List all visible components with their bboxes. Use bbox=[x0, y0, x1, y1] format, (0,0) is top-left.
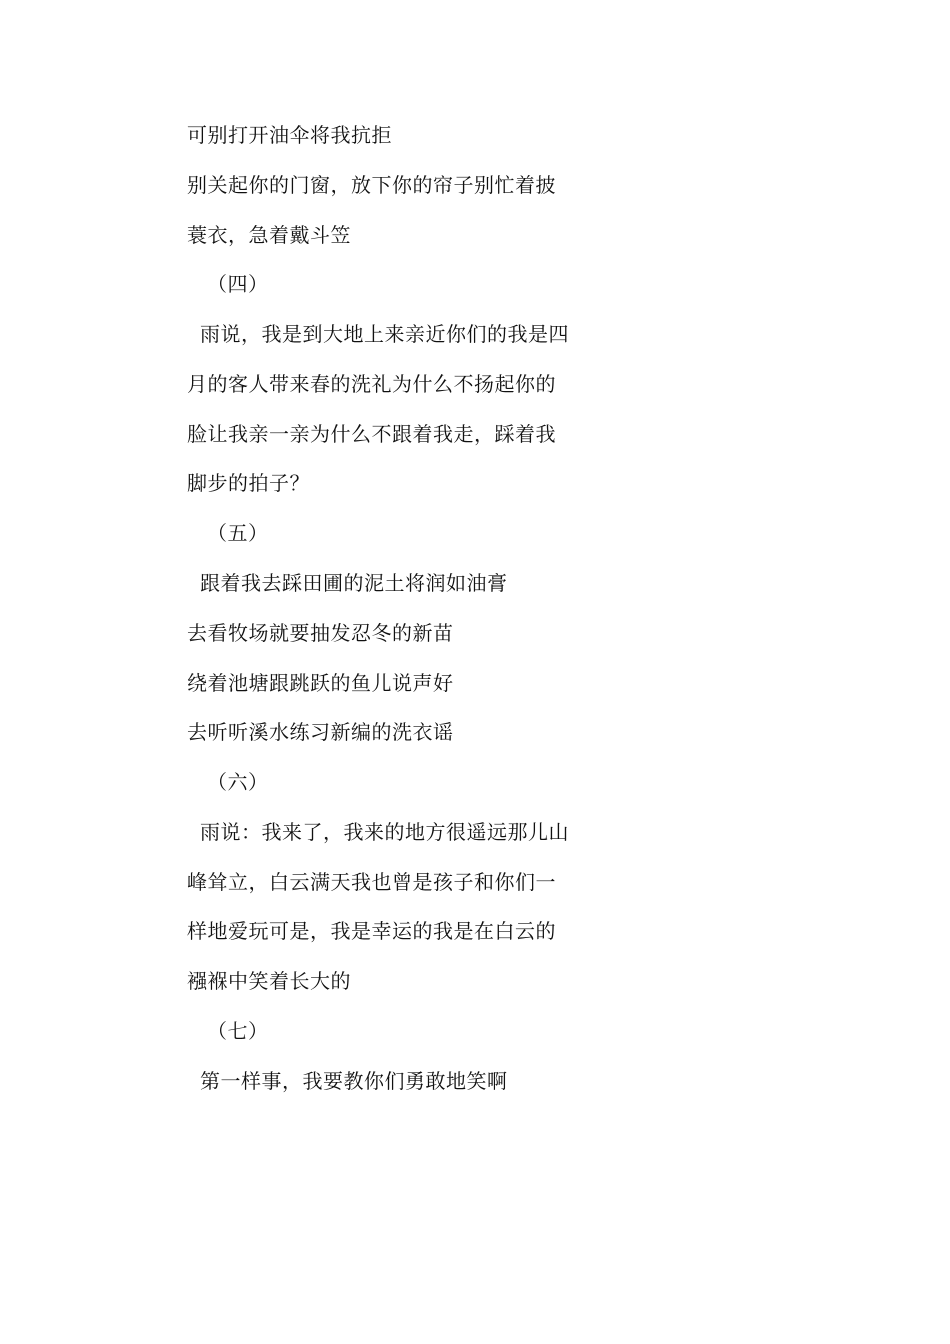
text-line: 跟着我去踩田圃的泥土将润如油膏 bbox=[200, 571, 508, 595]
text-line: 可别打开油伞将我抗拒 bbox=[187, 123, 392, 147]
text-line: 襁褓中笑着长大的 bbox=[187, 969, 351, 993]
text-line: 第一样事，我要教你们勇敢地笑啊 bbox=[200, 1069, 508, 1093]
section-heading: （六） bbox=[207, 770, 269, 794]
text-line: 去看牧场就要抽发忍冬的新苗 bbox=[187, 621, 454, 645]
section-heading: （四） bbox=[207, 272, 269, 296]
text-line: 雨说：我来了，我来的地方很遥远那儿山 bbox=[200, 820, 569, 844]
text-line: 脸让我亲一亲为什么不跟着我走，踩着我 bbox=[187, 422, 556, 446]
section-heading: （五） bbox=[207, 521, 269, 545]
text-line: 样地爱玩可是，我是幸运的我是在白云的 bbox=[187, 919, 556, 943]
text-line: 雨说，我是到大地上来亲近你们的我是四 bbox=[200, 322, 569, 346]
text-line: 蓑衣，急着戴斗笠 bbox=[187, 223, 351, 247]
text-line: 脚步的拍子？ bbox=[187, 471, 310, 495]
text-line: 绕着池塘跟跳跃的鱼儿说声好 bbox=[187, 671, 454, 695]
text-line: 去听听溪水练习新编的洗衣谣 bbox=[187, 720, 454, 744]
text-line: 月的客人带来春的洗礼为什么不扬起你的 bbox=[187, 372, 556, 396]
section-heading: （七） bbox=[207, 1019, 269, 1043]
text-line: 峰耸立，白云满天我也曾是孩子和你们一 bbox=[187, 870, 556, 894]
text-line: 别关起你的门窗，放下你的帘子别忙着披 bbox=[187, 173, 556, 197]
